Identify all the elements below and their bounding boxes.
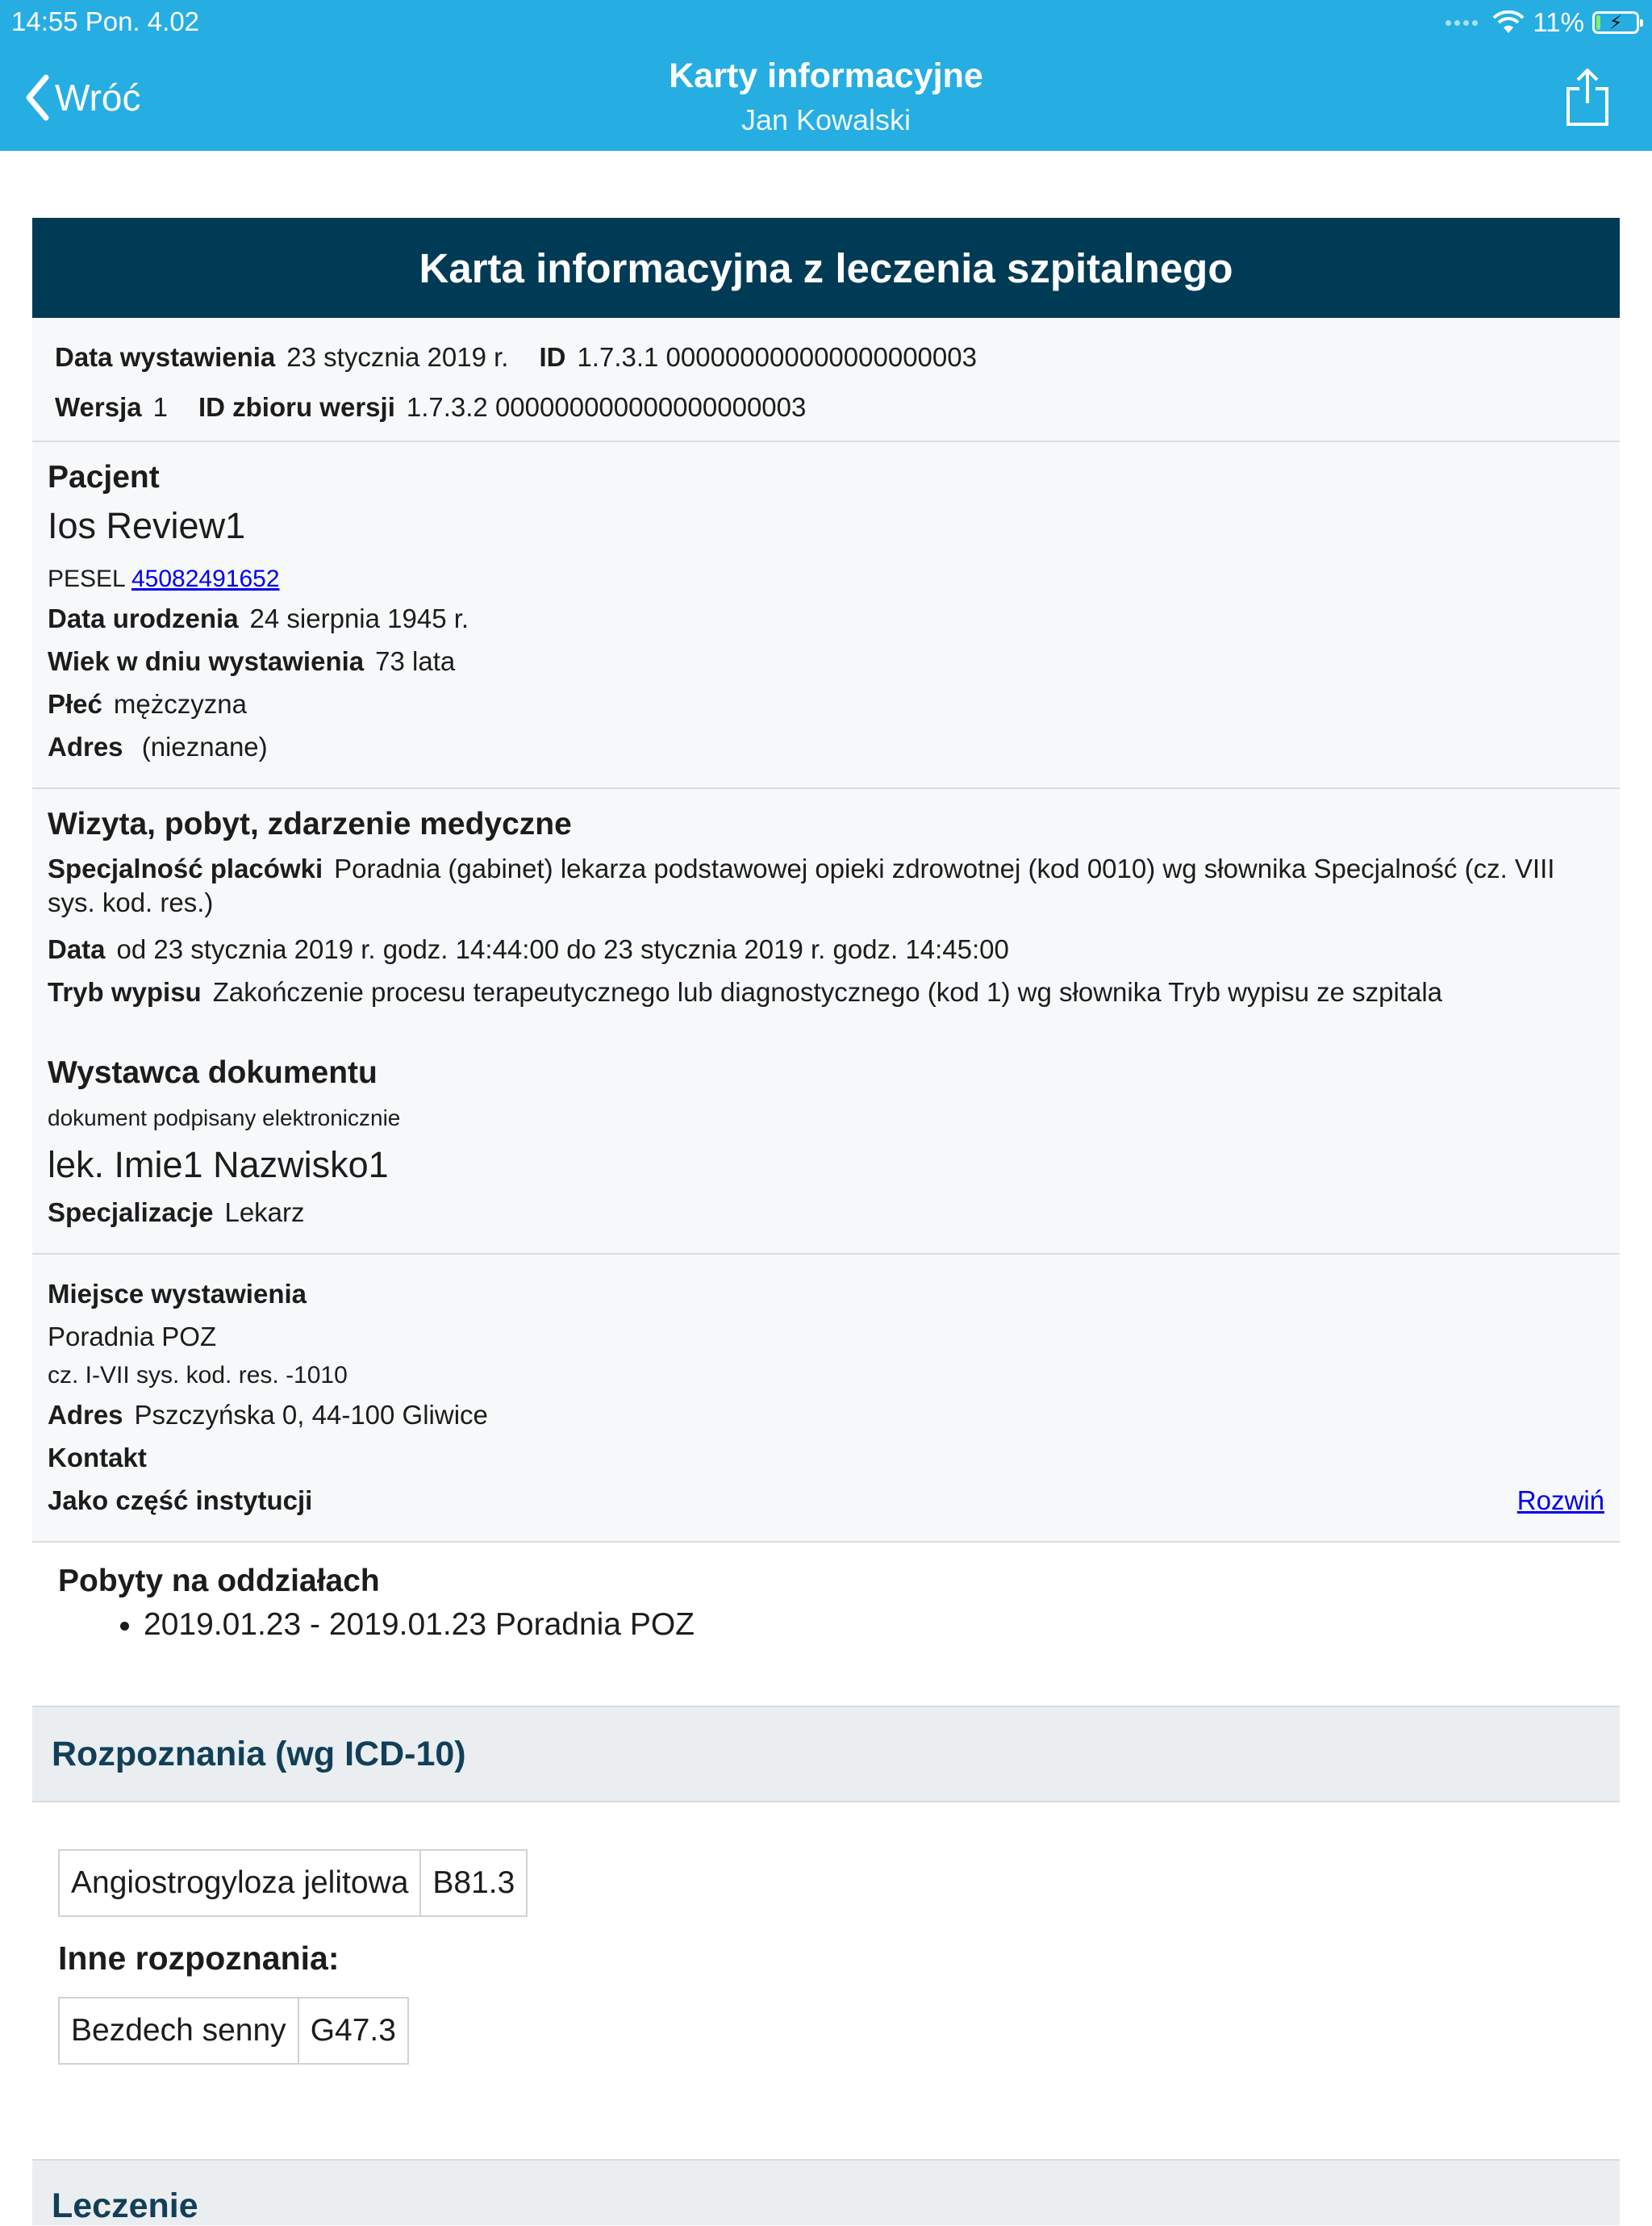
institution-label: Jako część instytucji (48, 1485, 313, 1515)
place-address-value: Pszczyńska 0, 44-100 Gliwice (134, 1400, 488, 1430)
patient-section (32, 442, 1620, 789)
dob-value: 24 sierpnia 1945 r. (249, 603, 469, 633)
expand-link[interactable]: Rozwiń (1516, 1485, 1604, 1515)
place-heading: Miejsce wystawienia (48, 1279, 307, 1309)
version-set-label: ID zbioru wersji (198, 392, 395, 422)
status-indicators (1446, 6, 1639, 39)
ward-stays-section (32, 1543, 1620, 1670)
ward-stays-heading: Pobyty na oddziałach (58, 1564, 380, 1598)
discharge-label: Tryb wypisu (48, 977, 202, 1007)
specialty-value: Poradnia (gabinet) lekarza podstawowej opieki zdrowotnej (kod 0010) wg słownika Specjalność (cz. VIII sys. kod. res.) (48, 854, 1555, 917)
id-label: ID (539, 342, 566, 372)
other-diagnosis-table (58, 1997, 409, 2065)
age-value: 73 lata (375, 646, 456, 676)
place-name: Poradnia POZ (48, 1322, 217, 1351)
specialization-label: Specjalizacje (48, 1197, 214, 1227)
document-meta (32, 318, 1620, 442)
other-diagnoses-heading: Inne rozpoznania: (58, 1940, 340, 1977)
signed-note: dokument podpisany elektronicznie (48, 1105, 401, 1130)
share-icon[interactable] (1565, 68, 1610, 127)
id-value: 1.7.3.1 000000000000000000003 (577, 342, 977, 372)
wifi-icon (1492, 10, 1525, 35)
status-time: 14:55 Pon. 4.02 (11, 6, 200, 36)
table-row (59, 1998, 408, 2064)
contact-label: Kontakt (48, 1443, 147, 1472)
diagnosis-code: G47.3 (298, 1998, 408, 2064)
sex-label: Płeć (48, 689, 102, 719)
version-label: Wersja (55, 392, 142, 422)
place-address-label: Adres (48, 1400, 123, 1430)
diagnosis-code: B81.3 (420, 1850, 527, 1916)
place-section (32, 1255, 1620, 1543)
issuer-section (32, 1020, 1620, 1255)
version-value: 1 (152, 392, 168, 422)
issue-date-label: Data wystawienia (55, 342, 276, 372)
patient-heading: Pacjent (48, 460, 160, 495)
visit-section (32, 789, 1620, 1020)
document-title: Karta informacyjna z leczenia szpitalnego (32, 218, 1620, 318)
diagnoses-heading: Rozpoznania (wg ICD-10) (32, 1706, 1620, 1802)
ward-stays-list (58, 1604, 1594, 1646)
diagnosis-name: Angiostrogyloza jelitowa (59, 1850, 420, 1916)
treatment-section-header (32, 2159, 1620, 2225)
specialty-label: Specjalność placówki (48, 854, 323, 883)
table-row (59, 1850, 527, 1916)
document (32, 218, 1620, 2065)
specialization-value: Lekarz (224, 1197, 305, 1227)
issuer-name: lek. Imie1 Nazwisko1 (48, 1144, 389, 1185)
place-code: cz. I-VII sys. kod. res. -1010 (48, 1362, 348, 1389)
issuer-heading: Wystawca dokumentu (48, 1055, 378, 1090)
address-label: Adres (48, 732, 123, 762)
nav-title: Karty informacyjne (669, 56, 983, 95)
pesel-label: PESEL (48, 566, 125, 592)
visit-date-value: od 23 stycznia 2019 r. godz. 14:44:00 do 23 stycznia 2019 r. godz. 14:45:00 (116, 934, 1009, 964)
age-label: Wiek w dniu wystawienia (48, 646, 365, 676)
diagnosis-name: Bezdech senny (59, 1998, 298, 2064)
dob-label: Data urodzenia (48, 603, 239, 633)
nav-subtitle: Jan Kowalski (740, 103, 912, 136)
charging-bolt-icon: ⚡ (1608, 12, 1623, 34)
pesel-link[interactable]: 45082491652 (131, 566, 280, 592)
list-item: • 2019.01.23 - 2019.01.23 Poradnia POZ (144, 1604, 1594, 1646)
version-set-value: 1.7.3.2 000000000000000000003 (406, 392, 807, 422)
visit-date-label: Data (48, 934, 106, 964)
navigation-bar (0, 0, 1652, 151)
cellular-signal-icon (1446, 20, 1478, 26)
sex-value: mężczyzna (113, 689, 247, 719)
main-diagnosis-table (58, 1849, 528, 1917)
back-label: Wróć (55, 77, 141, 119)
issue-date-value: 23 stycznia 2019 r. (286, 342, 509, 372)
diagnoses-section (32, 1802, 1620, 2065)
battery-percent: 11% (1533, 7, 1584, 37)
discharge-value: Zakończenie procesu terapeutycznego lub diagnostycznego (kod 1) wg słownika Tryb wypisu ze szpitala (212, 977, 1443, 1007)
battery-icon (1592, 11, 1639, 34)
treatment-heading: Leczenie (52, 2186, 198, 2225)
address-value: (nieznane) (134, 732, 268, 762)
patient-name: Ios Review1 (48, 505, 246, 546)
visit-heading: Wizyta, pobyt, zdarzenie medyczne (48, 807, 572, 842)
